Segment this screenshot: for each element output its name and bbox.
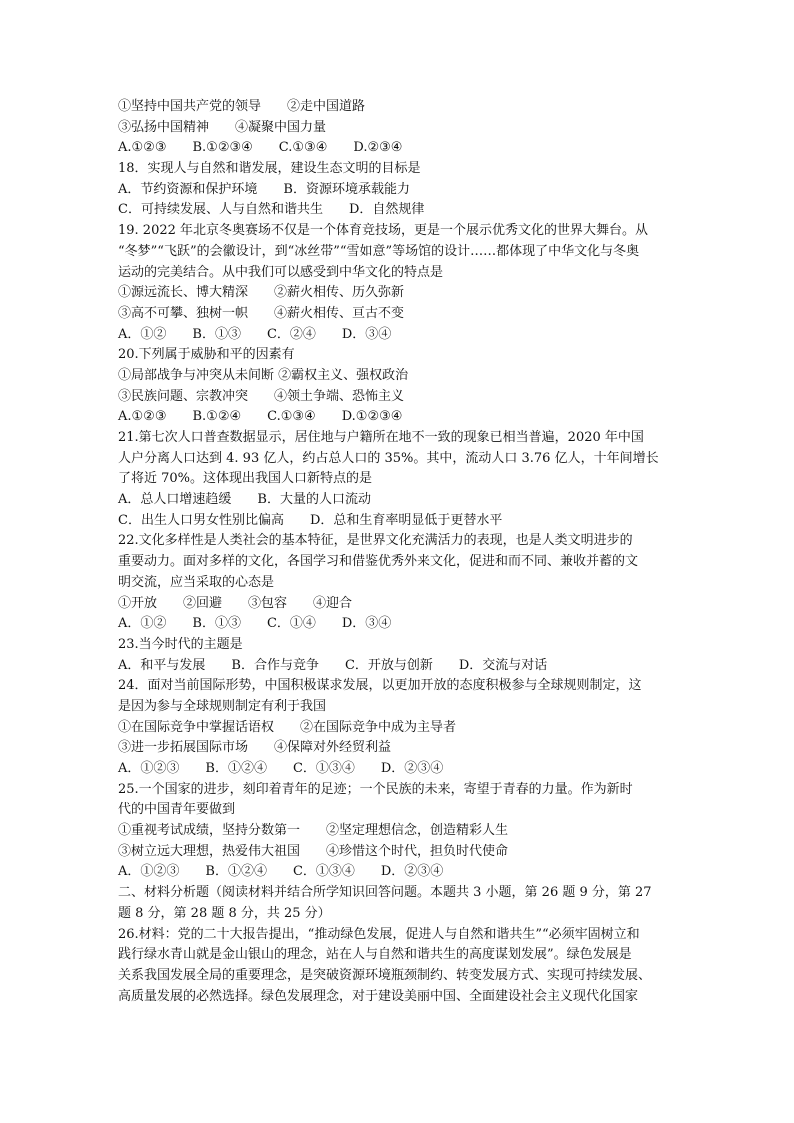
question-22-cont: 明交流，应当采取的心态是 (118, 574, 275, 590)
question-25: 25.一个国家的进步，刻印着青年的足迹；一个民族的未来，寄望于青春的力量。作为新时 (118, 781, 633, 797)
answer-choices: A.①②③ B.①②④ C.①③④ D.①②③④ (118, 409, 403, 425)
question-21-cont: 人户分离人口达到 4. 93 亿人，约占总人口的 35%。其中，流动人口 3.76 亿人，十年间增长 (118, 450, 659, 466)
section-heading-cont: 题 8 分，第 28 题 8 分，共 25 分） (118, 905, 331, 921)
question-22: 22.文化多样性是人类社会的基本特征，是世界文化充满活力的表现，也是人类文明进步的 (118, 533, 633, 549)
question-26-cont: 践行绿水青山就是金山银山的理念，站在人与自然和谐共生的高度谋划发展”。绿色发展是 (118, 947, 632, 963)
answer-choices: A．①② B．①③ C．②④ D．③④ (118, 326, 392, 342)
answer-choices: A．①②③ B．①②④ C．①③④ D．②③④ (118, 761, 444, 776)
exam-content (118, 97, 684, 1007)
answer-choices: A．①② B．①③ C．①④ D．③④ (118, 616, 392, 632)
section-heading: 二、材料分析题（阅读材料并结合所学知识回答问题。本题共 3 小题，第 26 题 9 分，第 27 (118, 885, 652, 901)
option-line: ①在国际竞争中掌握话语权 ②在国际竞争中成为主导者 (118, 719, 457, 735)
question-25-cont: 代的中国青年要做到 (118, 802, 236, 818)
question-21-cont: 了将近 70%。这体现出我国人口新特点的是 (118, 471, 373, 487)
question-19-cont: 运动的完美结合。从中我们可以感受到中华文化的特点是 (118, 264, 444, 280)
option-line: ③进一步拓展国际市场 ④保障对外经贸利益 (118, 740, 392, 756)
question-20: 20.下列属于威胁和平的因素有 (118, 347, 295, 363)
answer-choices: A．总人口增速趋缓 B．大量的人口流动 (118, 492, 371, 508)
question-21: 21.第七次人口普查数据显示，居住地与户籍所在地不一致的现象已相当普遍，2020 年中国 (118, 430, 644, 445)
answer-choices: A.①②③ B.①②③④ C.①③④ D.②③④ (118, 140, 403, 156)
question-23: 23.当今时代的主题是 (118, 636, 243, 652)
question-24-cont: 是因为参与全球规则制定有利于我国 (118, 698, 327, 714)
option-line: ③弘扬中国精神 ④凝聚中国力量 (118, 119, 327, 135)
option-line: ①开放 ②回避 ③包容 ④迎合 (118, 595, 353, 611)
question-19: 19. 2022 年北京冬奥赛场不仅是一个体育竞技场，更是一个展示优秀文化的世界大舞台。从 (118, 223, 649, 239)
question-26: 26.材料：党的二十大报告提出，“推动绿色发展，促进人与自然和谐共生”“必须牢固树立和 (118, 926, 640, 942)
option-line: ①坚持中国共产党的领导 ②走中国道路 (118, 99, 366, 114)
option-line: ①局部战争与冲突从未间断 ②霸权主义、强权政治 (118, 367, 409, 383)
option-line: ③高不可攀、独树一帜 ④薪火相传、亘古不变 (118, 305, 405, 321)
answer-choices: C．可持续发展、人与自然和谐共生 D．自然规律 (118, 202, 425, 218)
option-line: ③民族问题、宗教冲突 ④领土争端、恐怖主义 (118, 388, 405, 404)
option-line: ①重视考试成绩，坚持分数第一 ②坚定理想信念，创造精彩人生 (118, 823, 509, 839)
question-26-cont: 高质量发展的必然选择。绿色发展理念，对于建设美丽中国、全面建设社会主义现代化国家 (118, 988, 639, 1004)
question-19-cont: “冬梦”“飞跃”的会徽设计，到“冰丝带”“雪如意”等场馆的设计……都体现了中华文化与冬奥 (118, 243, 640, 259)
answer-choices: C．出生人口男女性别比偏高 D．总和生育率明显低于更替水平 (118, 512, 503, 528)
answer-choices: A．①②③ B．①②④ C．①③④ D．②③④ (118, 864, 444, 880)
question-24: 24．面对当前国际形势，中国积极谋求发展，以更加开放的态度积极参与全球规则制定，这 (118, 678, 642, 694)
question-22-cont: 重要动力。面对多样的文化，各国学习和借鉴优秀外来文化，促进和而不同、兼收并蓄的文 (118, 554, 639, 570)
option-line: ①源远流长、博大精深 ②薪火相传、历久弥新 (118, 285, 405, 301)
answer-choices: A．和平与发展 B．合作与竞争 C．开放与创新 D．交流与对话 (118, 657, 548, 673)
question-18: 18．实现人与自然和谐发展，建设生态文明的目标是 (118, 161, 421, 177)
question-26-cont: 关系我国发展全局的重要理念，是突破资源环境瓶颈制约、转变发展方式、实现可持续发展、 (118, 967, 652, 983)
answer-choices: A．节约资源和保护环境 B．资源环境承载能力 (118, 181, 410, 197)
option-line: ③树立远大理想，热爱伟大祖国 ④珍惜这个时代，担负时代使命 (118, 843, 509, 859)
